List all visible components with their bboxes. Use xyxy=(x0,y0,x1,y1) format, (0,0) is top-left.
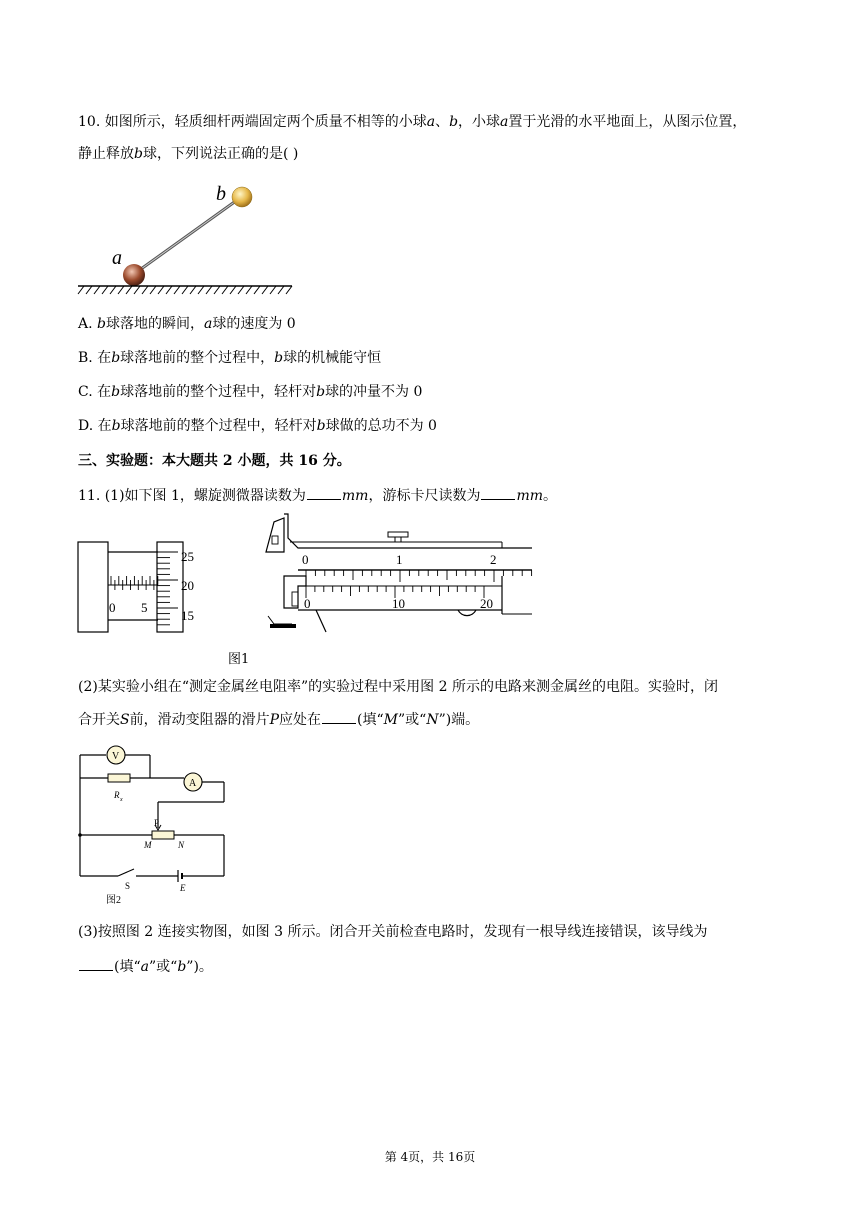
caliper-vernier-0: 0 xyxy=(304,596,311,611)
micro-thimble-20: 20 xyxy=(181,578,194,593)
q11-part1: 11. (1)如下图 1，螺旋测微器读数为 mm，游标卡尺读数为 mm。 xyxy=(78,485,557,506)
micro-main-0: 0 xyxy=(109,600,116,615)
blank-micrometer xyxy=(307,485,341,500)
ball-a xyxy=(123,264,145,286)
switch-s xyxy=(118,869,134,876)
q10-option-d: D. 在b球落地前的整个过程中，轻杆对b球做的总功不为 0 xyxy=(78,418,437,434)
q11-part2-line1: (2)某实验小组在“测定金属丝电阻率”的实验过程中采用图 2 所示的电路来测金属丝的电阻。实验时，闭 xyxy=(78,679,718,695)
svg-text:V: V xyxy=(112,751,120,762)
blank-wrong-wire xyxy=(79,956,113,971)
q10-stem-line2: 静止释放b球，下列说法正确的是( ) xyxy=(78,146,299,162)
label-b: b xyxy=(216,183,226,205)
page-footer: 第 4页，共 16页 xyxy=(384,1150,476,1164)
fig1-caption: 图1 xyxy=(228,652,250,667)
svg-text:N: N xyxy=(178,840,185,850)
micro-thimble-25: 25 xyxy=(181,549,194,564)
svg-text:E: E xyxy=(180,883,186,893)
svg-text:M: M xyxy=(144,840,152,850)
q10-option-a: A. b球落地的瞬间，a球的速度为 0 xyxy=(78,316,296,332)
blank-caliper xyxy=(481,485,515,500)
q10-option-c: C. 在b球落地前的整个过程中，轻杆对b球的冲量不为 0 xyxy=(78,384,423,400)
svg-text:R: R xyxy=(114,790,120,800)
q11-part2-line2: 合开关S前，滑动变阻器的滑片P应处在 (填“M”或“N”)端。 xyxy=(78,709,479,730)
circuit-figure xyxy=(78,742,238,912)
section3-heading: 三、实验题：本大题共 2 小题，共 16 分。 xyxy=(78,453,351,469)
micrometer-figure xyxy=(78,538,208,638)
micro-main-5: 5 xyxy=(141,600,148,615)
blank-slider-end xyxy=(322,709,356,724)
rheostat xyxy=(152,831,174,839)
resistor-rx xyxy=(108,774,130,782)
caliper-main-1: 1 xyxy=(396,552,403,567)
svg-text:x: x xyxy=(120,797,123,803)
q11-part3-line1: (3)按照图 2 连接实物图，如图 3 所示。闭合开关前检查电路时，发现有一根导线连接错误，该导线为 xyxy=(78,924,708,940)
caliper-main-0: 0 xyxy=(302,552,309,567)
svg-text:P: P xyxy=(154,818,160,828)
q11-part3-line2: (填“a”或“b”)。 xyxy=(78,956,213,977)
q10-stem-line1: 10. 如图所示，轻质细杆两端固定两个质量不相等的小球a、b，小球a置于光滑的水平地面上，从图示位置， xyxy=(78,114,747,130)
svg-text:S: S xyxy=(125,881,131,891)
q10-option-b: B. 在b球落地前的整个过程中，b球的机械能守恒 xyxy=(78,350,382,366)
svg-text:A: A xyxy=(189,778,197,789)
caliper-main-2: 2 xyxy=(490,552,497,567)
rod-balls-figure xyxy=(78,178,298,300)
fig2-caption: 图2 xyxy=(106,895,121,906)
micro-thimble-15: 15 xyxy=(181,608,194,623)
caliper-figure xyxy=(262,512,534,634)
ball-b xyxy=(232,187,252,207)
caliper-vernier-20: 20 xyxy=(480,596,493,611)
caliper-vernier-10: 10 xyxy=(392,596,405,611)
label-a: a xyxy=(112,247,122,269)
